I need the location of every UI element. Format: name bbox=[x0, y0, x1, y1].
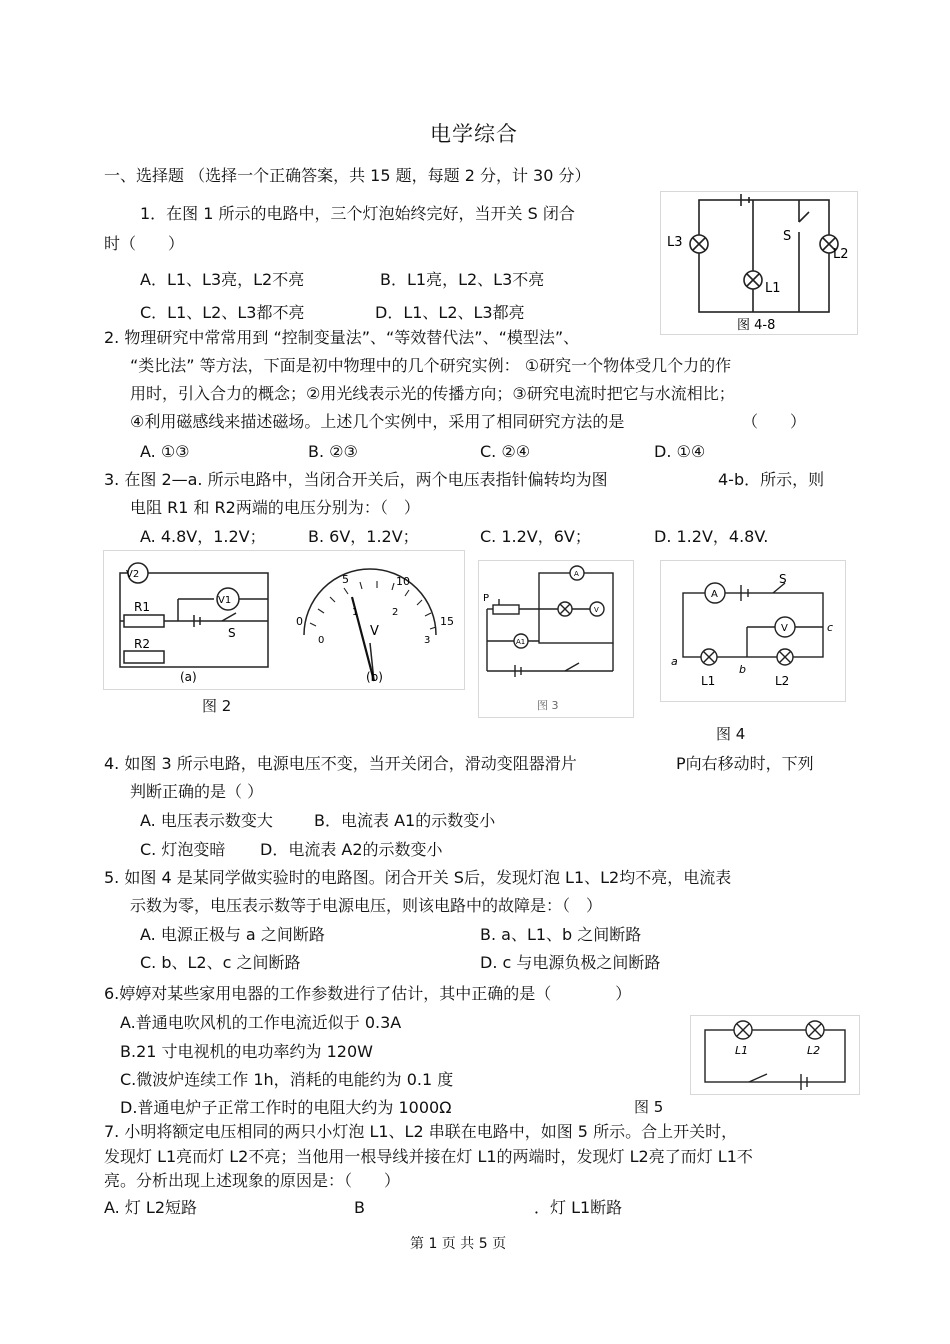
page-title: 电学综合 bbox=[430, 122, 518, 146]
q1-option-a: A．L1、L3亮，L2不亮 bbox=[140, 270, 305, 289]
page-footer: 第 1 页 共 5 页 bbox=[410, 1236, 507, 1252]
fig48-L2-label: L2 bbox=[833, 247, 849, 262]
q7-line1: 7. 小明将额定电压相同的两只小灯泡 L1、L2 串联在电路中，如图 5 所示。合上开关时， bbox=[104, 1122, 738, 1141]
fig4-L2-label: L2 bbox=[775, 674, 790, 688]
q7-line3: 亮。分析出现上述现象的原因是：（ ） bbox=[104, 1171, 401, 1190]
meter-bottom-3: 3 bbox=[424, 635, 431, 646]
figure-4-8 bbox=[660, 191, 858, 335]
q5-option-a: A. 电源正极与 a 之间断路 bbox=[140, 925, 325, 944]
fig4-S-label: S bbox=[779, 572, 787, 586]
figure-3 bbox=[478, 560, 634, 718]
q1-stem-cont: 时（ ） bbox=[104, 234, 185, 253]
q2-line1: 2. 物理研究中常常用到 “控制变量法”、“等效替代法”、“模型法”、 bbox=[104, 328, 580, 347]
figure-5 bbox=[690, 1015, 860, 1095]
q7-option-a: A. 灯 L2短路 bbox=[104, 1198, 198, 1217]
figure-4 bbox=[660, 560, 846, 702]
q2-option-c: C. ②④ bbox=[480, 442, 531, 461]
q5-line2: 示数为零，电压表示数等于电源电压，则该电路中的故障是：（ ） bbox=[130, 896, 603, 915]
meter-top-15: 15 bbox=[440, 615, 454, 628]
q4-line1: 4. 如图 3 所示电路，电源电压不变，当开关闭合，滑动变阻器滑片 bbox=[104, 754, 577, 773]
q6-line1: 6.婷婷对某些家用电器的工作参数进行了估计，其中正确的是（ ） bbox=[104, 984, 632, 1003]
q2-line3: 用时，引入合力的概念；②用光线表示光的传播方向；③研究电流时把它与水流相比； bbox=[130, 384, 735, 403]
q4-option-d: D．电流表 A2的示数变小 bbox=[260, 840, 443, 859]
figure-5-caption: 图 5 bbox=[634, 1098, 664, 1116]
q6-option-c: C.微波炉连续工作 1h，消耗的电能约为 0.1 度 bbox=[120, 1070, 454, 1089]
fig48-S-label: S bbox=[783, 229, 792, 244]
q2-answer-paren: （ ） bbox=[742, 412, 807, 431]
q3-line2: 电阻 R1 和 R2两端的电压分别为：（ ） bbox=[130, 498, 420, 517]
q5-line1: 5. 如图 4 是某同学做实验时的电路图。闭合开关 S后，发现灯泡 L1、L2均不亮，电流表 bbox=[104, 868, 732, 887]
fig3-A1-label: A1 bbox=[516, 638, 526, 646]
q3-option-a: A. 4.8V，1.2V； bbox=[140, 527, 266, 546]
section-heading: 一、选择题 （选择一个正确答案，共 15 题，每题 2 分，计 30 分） bbox=[104, 166, 591, 185]
fig2-V1-label: V1 bbox=[218, 595, 232, 606]
meter-top-10: 10 bbox=[396, 575, 410, 588]
fig4-b-label: b bbox=[739, 663, 746, 676]
fig4-A-label: A bbox=[711, 589, 718, 600]
q4-option-c: C. 灯泡变暗 bbox=[140, 840, 226, 859]
q3-line1: 3. 在图 2—a. 所示电路中，当闭合开关后，两个电压表指针偏转均为图 bbox=[104, 470, 608, 489]
fig5-L2-label: L2 bbox=[807, 1044, 821, 1057]
fig48-L3-label: L3 bbox=[667, 235, 683, 250]
fig2-b-label: (b) bbox=[366, 670, 383, 684]
meter-bottom-2: 2 bbox=[392, 607, 399, 618]
meter-bottom-1: 1 bbox=[352, 607, 359, 618]
q6-option-d: D.普通电炉子正常工作时的电阻大约为 1000Ω bbox=[120, 1098, 452, 1117]
fig2-S-label: S bbox=[228, 626, 236, 640]
fig4-V-label: V bbox=[781, 623, 788, 634]
q2-option-b: B. ②③ bbox=[308, 442, 358, 461]
q5-option-d: D. c 与电源负极之间断路 bbox=[480, 953, 661, 972]
figure-2-caption: 图 2 bbox=[202, 697, 232, 715]
q1-option-d: D．L1、L2、L3都亮 bbox=[375, 303, 525, 322]
fig2-V2-label: V2 bbox=[126, 569, 140, 580]
q6-option-a: A.普通电吹风机的工作电流近似于 0.3A bbox=[120, 1013, 402, 1032]
q3-line1-cont: 4-b．所示，则 bbox=[718, 470, 825, 489]
q7-option-b: ．灯 L1断路 bbox=[534, 1198, 623, 1217]
q4-line1-cont: P向右移动时，下列 bbox=[676, 754, 814, 773]
q2-option-a: A. ①③ bbox=[140, 442, 190, 461]
fig4-L1-label: L1 bbox=[701, 674, 716, 688]
figure-2 bbox=[103, 550, 465, 690]
fig2-R1-label: R1 bbox=[134, 600, 150, 614]
q1-option-c: C．L1、L2、L3都不亮 bbox=[140, 303, 305, 322]
q5-option-c: C. b、L2、c 之间断路 bbox=[140, 953, 301, 972]
q4-line2: 判断正确的是（ ） bbox=[130, 782, 264, 801]
q4-option-a: A. 电压表示数变大 bbox=[140, 811, 273, 830]
q5-option-b: B. a、L1、b 之间断路 bbox=[480, 925, 642, 944]
q3-option-d: D. 1.2V，4.8V. bbox=[654, 527, 769, 546]
fig2-a-label: (a) bbox=[180, 670, 197, 684]
q2-line2: “类比法” 等方法，下面是初中物理中的几个研究实例： ①研究一个物体受几个力的作 bbox=[130, 356, 732, 375]
q7-line2: 发现灯 L1亮而灯 L2不亮；当他用一根导线并接在灯 L1的两端时，发现灯 L2亮了而灯 L1不 bbox=[104, 1147, 753, 1166]
meter-v-label: V bbox=[370, 624, 379, 639]
figure-4-caption: 图 4 bbox=[716, 725, 746, 743]
q1-option-b: B．L1亮，L2、L3不亮 bbox=[380, 270, 545, 289]
meter-bottom-0: 0 bbox=[318, 635, 325, 646]
fig4-c-label: c bbox=[827, 621, 834, 634]
fig3-P-label: P bbox=[483, 593, 490, 604]
meter-top-0: 0 bbox=[296, 615, 303, 628]
fig48-caption: 图 4-8 bbox=[737, 318, 776, 333]
q6-option-b: B.21 寸电视机的电功率约为 120W bbox=[120, 1042, 373, 1061]
fig3-V-label: V bbox=[594, 606, 599, 614]
q2-line4: ④利用磁感线来描述磁场。上述几个实例中，采用了相同研究方法的是 bbox=[130, 412, 625, 431]
fig2-R2-label: R2 bbox=[134, 637, 150, 651]
q4-option-b: B．电流表 A1的示数变小 bbox=[314, 811, 496, 830]
q2-option-d: D. ①④ bbox=[654, 442, 706, 461]
meter-top-5: 5 bbox=[342, 573, 349, 586]
fig3-caption: 图 3 bbox=[537, 699, 559, 712]
q3-option-c: C. 1.2V，6V； bbox=[480, 527, 591, 546]
fig4-a-label: a bbox=[671, 655, 678, 668]
fig48-L1-label: L1 bbox=[765, 281, 781, 296]
q3-option-b: B. 6V，1.2V； bbox=[308, 527, 419, 546]
q7-option-b-letter: B bbox=[354, 1198, 365, 1217]
fig5-L1-label: L1 bbox=[735, 1044, 749, 1057]
q1-stem: 1．在图 1 所示的电路中，三个灯泡始终完好，当开关 S 闭合 bbox=[140, 204, 575, 223]
fig3-A-label: A bbox=[574, 570, 579, 578]
